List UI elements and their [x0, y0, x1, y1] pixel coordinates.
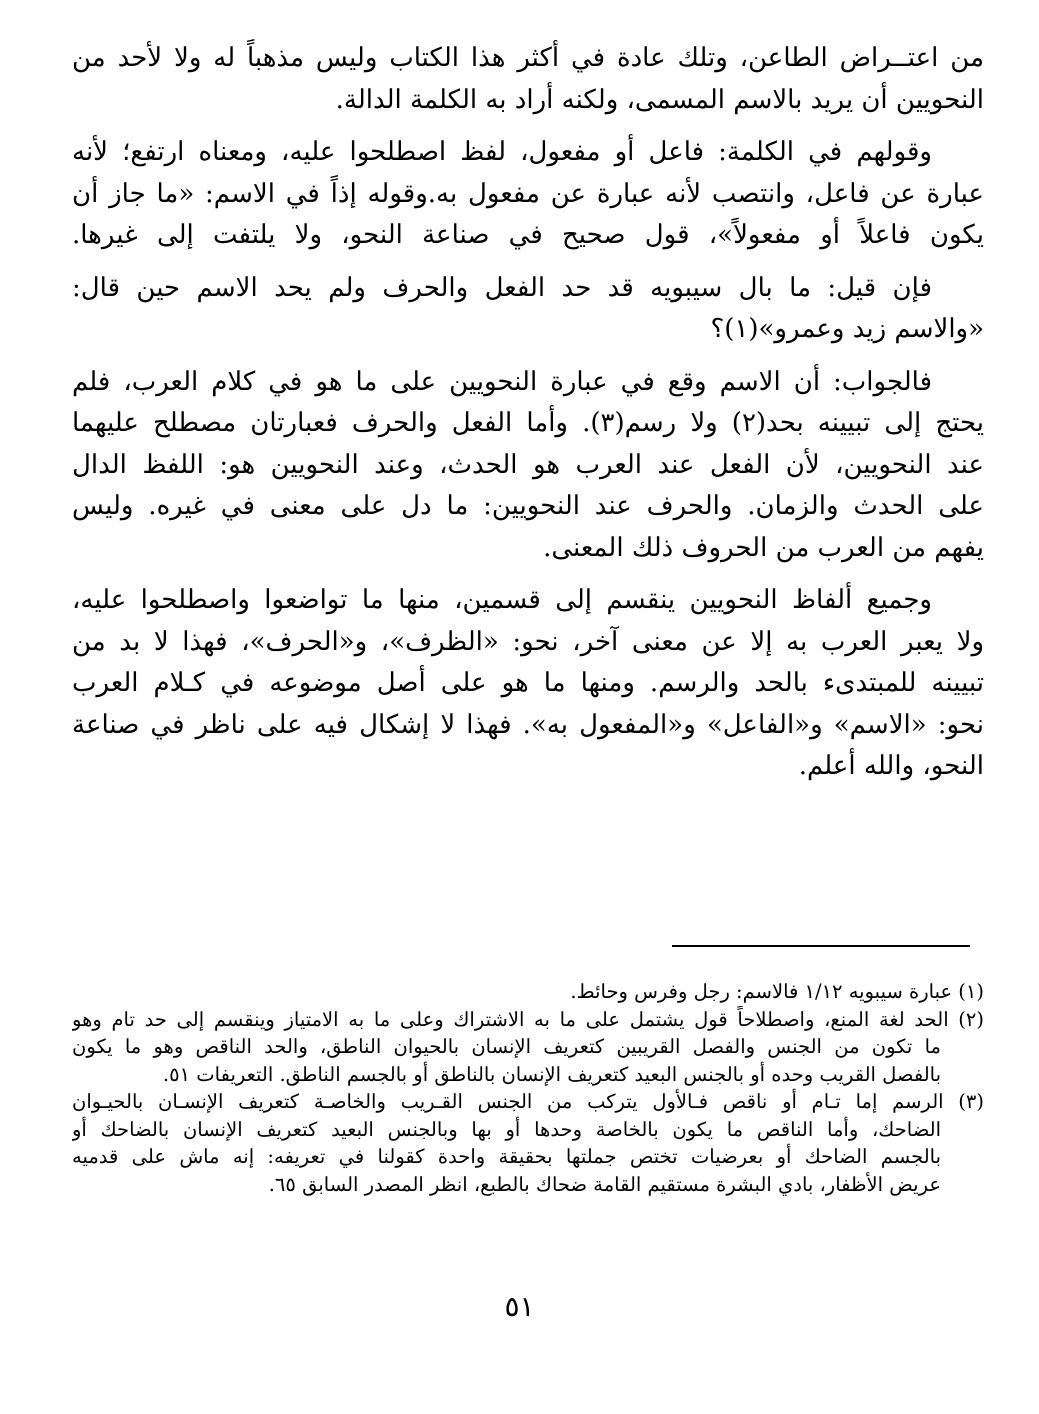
text-line: يفهم من العرب من الحروف ذلك المعنى.	[543, 532, 984, 563]
paragraph-4	[72, 362, 984, 570]
footnote-line: الضاحك، وأما الناقص ما يكون بالخاصة وحدها أو بها وبالجنس البعيد كتعريف الإنسان بالضاحك أو	[72, 1117, 941, 1141]
footnote-line: بالفصل القريب وحده أو بالجنس البعيد كتعريف الإنسان بالناطق أو بالجسم الناطق. التعريفات ٥١.	[162, 1062, 941, 1086]
text-line: نحو: «الاسم» و«الفاعل» و«المفعول به». فهذا لا إشكال فيه على ناظر في صناعة	[72, 709, 984, 740]
text-line: النحويين أن يريد بالاسم المسمى، ولكنه أراد به الكلمة الدالة.	[335, 84, 984, 115]
footnotes	[72, 978, 984, 1198]
footnote-2	[72, 1006, 984, 1089]
paragraph-1	[72, 38, 984, 121]
text-line: ولا يعبر العرب به إلا عن معنى آخر، نحو: «الظرف»، و«الحرف»، فهذا لا بد من	[72, 626, 984, 657]
paragraph-2	[72, 132, 984, 257]
text-line: على الحدث والزمان. والحرف عند النحويين: ما دل على معنى في غيره. وليس	[72, 491, 984, 521]
text-line: عند النحويين، لأن الفعل عند العرب هو الحدث، وعند النحويين هو: اللفظ الدال	[72, 449, 984, 480]
footnote-line: (١) عبارة سيبويه ١/١٢ فالاسم: رجل وفرس وحائط.	[570, 980, 984, 1003]
text-line: عبارة عن فاعل، وانتصب لأنه عبارة عن مفعول به.وقوله إذاً في الاسم: «ما جاز أن	[72, 178, 984, 209]
footnote-1	[72, 978, 984, 1006]
paragraph-3	[72, 268, 984, 351]
footnote-line: (٣) الرسم إما تـام أو ناقص فـالأول يتركب من الجنس القـريب والخاصـة كتعريف الإنسـان بالحيـوان	[72, 1090, 984, 1113]
text-line: وقولهم في الكلمة: فاعل أو مفعول، لفظ اصطلحوا عليه، ومعناه ارتفع؛ لأنه	[72, 137, 932, 167]
footnote-line: عريض الأظفار، بادي البشرة مستقيم القامة ضحاك بالطبع، انظر المصدر السابق ٦٥.	[268, 1172, 941, 1196]
text-line: فالجواب: أن الاسم وقع في عبارة النحويين على ما هو في كلام العرب، فلم	[72, 366, 932, 397]
text-line: «والاسم زيد وعمرو»(١)؟	[710, 314, 984, 344]
text-line: النحو، والله أعلم.	[798, 751, 984, 781]
page-number: ٥١	[504, 1290, 535, 1323]
text-line: يحتج إلى تبيينه بحد(٢) ولا رسم(٣). وأما الفعل والحرف فعبارتان مصطلح عليهما	[72, 408, 984, 438]
footnote-line: ما تكون من الجنس والفصل القريبين كتعريف الإنسان بالحيوان الناطق، والحد الناقص وهو ما يكون	[72, 1035, 941, 1058]
footnote-line: (٢) الحد لغة المنع، واصطلاحاً قول يشتمل على ما به الاشتراك وعلى ما به الامتياز وينقسم إلى حد تام وهو	[72, 1007, 984, 1031]
footnote-separator	[672, 945, 970, 947]
text-line: من اعتــراض الطاعن، وتلك عادة في أكثر هذا الكتاب وليس مذهباً له ولا لأحد من	[72, 43, 984, 73]
text-line: فإن قيل: ما بال سيبويه قد حد الفعل والحرف ولم يحد الاسم حين قال:	[72, 272, 932, 303]
text-line: تبيينه للمبتدىء بالحد والرسم. ومنها ما هو على أصل موضوعه في كـلام العرب	[72, 668, 984, 698]
paragraph-5	[72, 580, 984, 788]
footnote-3	[72, 1088, 984, 1198]
main-text	[72, 38, 984, 799]
footnote-line: بالجسم الضاحك أو بعرضيات تختص جملتها بحقيقة واحدة كقولنا في تعريفه: إنه ماش على قدميه	[72, 1145, 941, 1168]
text-line: وجميع ألفاظ النحويين ينقسم إلى قسمين، منها ما تواضعوا واصطلحوا عليه،	[72, 585, 932, 615]
text-line: يكون فاعلاً أو مفعولاً»، قول صحيح في صناعة النحو، ولا يلتفت إلى غيرها.	[72, 220, 984, 250]
